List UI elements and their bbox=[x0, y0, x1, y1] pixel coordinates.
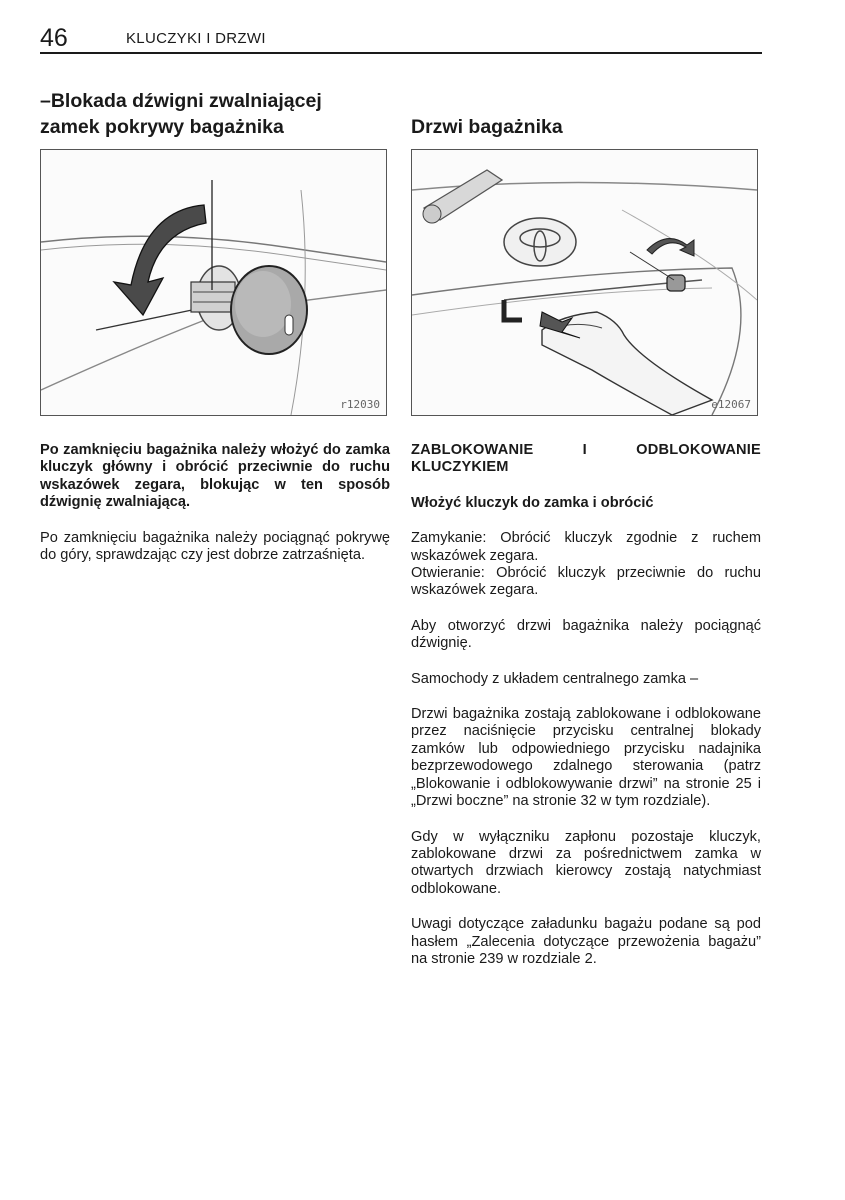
caps-heading: ZABLOKOWANIE I ODBLOKOWANIE KLUCZYKIEM bbox=[411, 442, 761, 476]
left-column bbox=[40, 88, 390, 582]
figure-code: e12067 bbox=[711, 398, 751, 411]
right-column bbox=[411, 88, 761, 986]
page-number: 46 bbox=[40, 24, 68, 52]
page-header bbox=[40, 24, 762, 54]
para-central-lock: Samochody z układem centralnego zamka – bbox=[411, 670, 699, 687]
para-opening: Otwieranie: Obrócić kluczyk przeciwnie do ruchu wskazówek zegara. bbox=[411, 565, 761, 599]
back-door-drawing bbox=[412, 150, 757, 415]
para-luggage: Uwagi dotyczące załadunku bagażu podane są pod hasłem „Zalecenia dotyczące przewożenia bagażu” na stronie 239 w rozdziale 2. bbox=[411, 916, 761, 967]
chapter-title: KLUCZYKI I DRZWI bbox=[126, 30, 266, 47]
left-title-line2: zamek pokrywy bagażnika bbox=[40, 116, 284, 138]
para-closing: Zamykanie: Obrócić kluczyk zgodnie z ruchem wskazówek zegara. bbox=[411, 530, 761, 564]
trunk-lock-illustration bbox=[40, 149, 387, 416]
para-lever: Aby otworzyć drzwi bagażnika należy pociągnąć dźwignię. bbox=[411, 617, 761, 652]
para-ignition: Gdy w wyłączniku zapłonu pozostaje kluczyk, zablokowane drzwi za pośrednictwem zamka w otwartych drzwiach kierowcy zostają natychmiast odblokowane. bbox=[411, 828, 761, 897]
instruction-note: Po zamknięciu bagażnika należy pociągnąć pokrywę do góry, sprawdzając czy jest dobrze zatrzaśnięta. bbox=[40, 529, 390, 564]
right-section-title: Drzwi bagażnika bbox=[411, 116, 563, 138]
figure-code: r12030 bbox=[340, 398, 380, 411]
para-locked: Drzwi bagażnika zostają zablokowane i odblokowane przez naciśnięcie przycisku centralnej blokady zamków lub odpowiedniego przycisku nadajnika bezprzewodowego zdalnego sterowania (patrz „Blokowanie i odblokowywanie drzwi” na stronie 25 i „Drzwi boczne” na stronie 32 w tym rozdziale). bbox=[411, 706, 761, 810]
instruction-bold: Po zamknięciu bagażnika należy włożyć do zamka kluczyk główny i obrócić przeciwnie do ruchu wskazówek zegara, blokując w ten sposób dźwignię zwalniającą. bbox=[40, 442, 390, 511]
left-title-line1: –Blokada dźwigni zwalniającej bbox=[40, 90, 322, 112]
bold-heading: Włożyć kluczyk do zamka i obrócić bbox=[411, 494, 654, 511]
back-door-illustration bbox=[411, 149, 758, 416]
left-section-title bbox=[40, 88, 390, 140]
key-in-lock-drawing bbox=[41, 150, 386, 415]
